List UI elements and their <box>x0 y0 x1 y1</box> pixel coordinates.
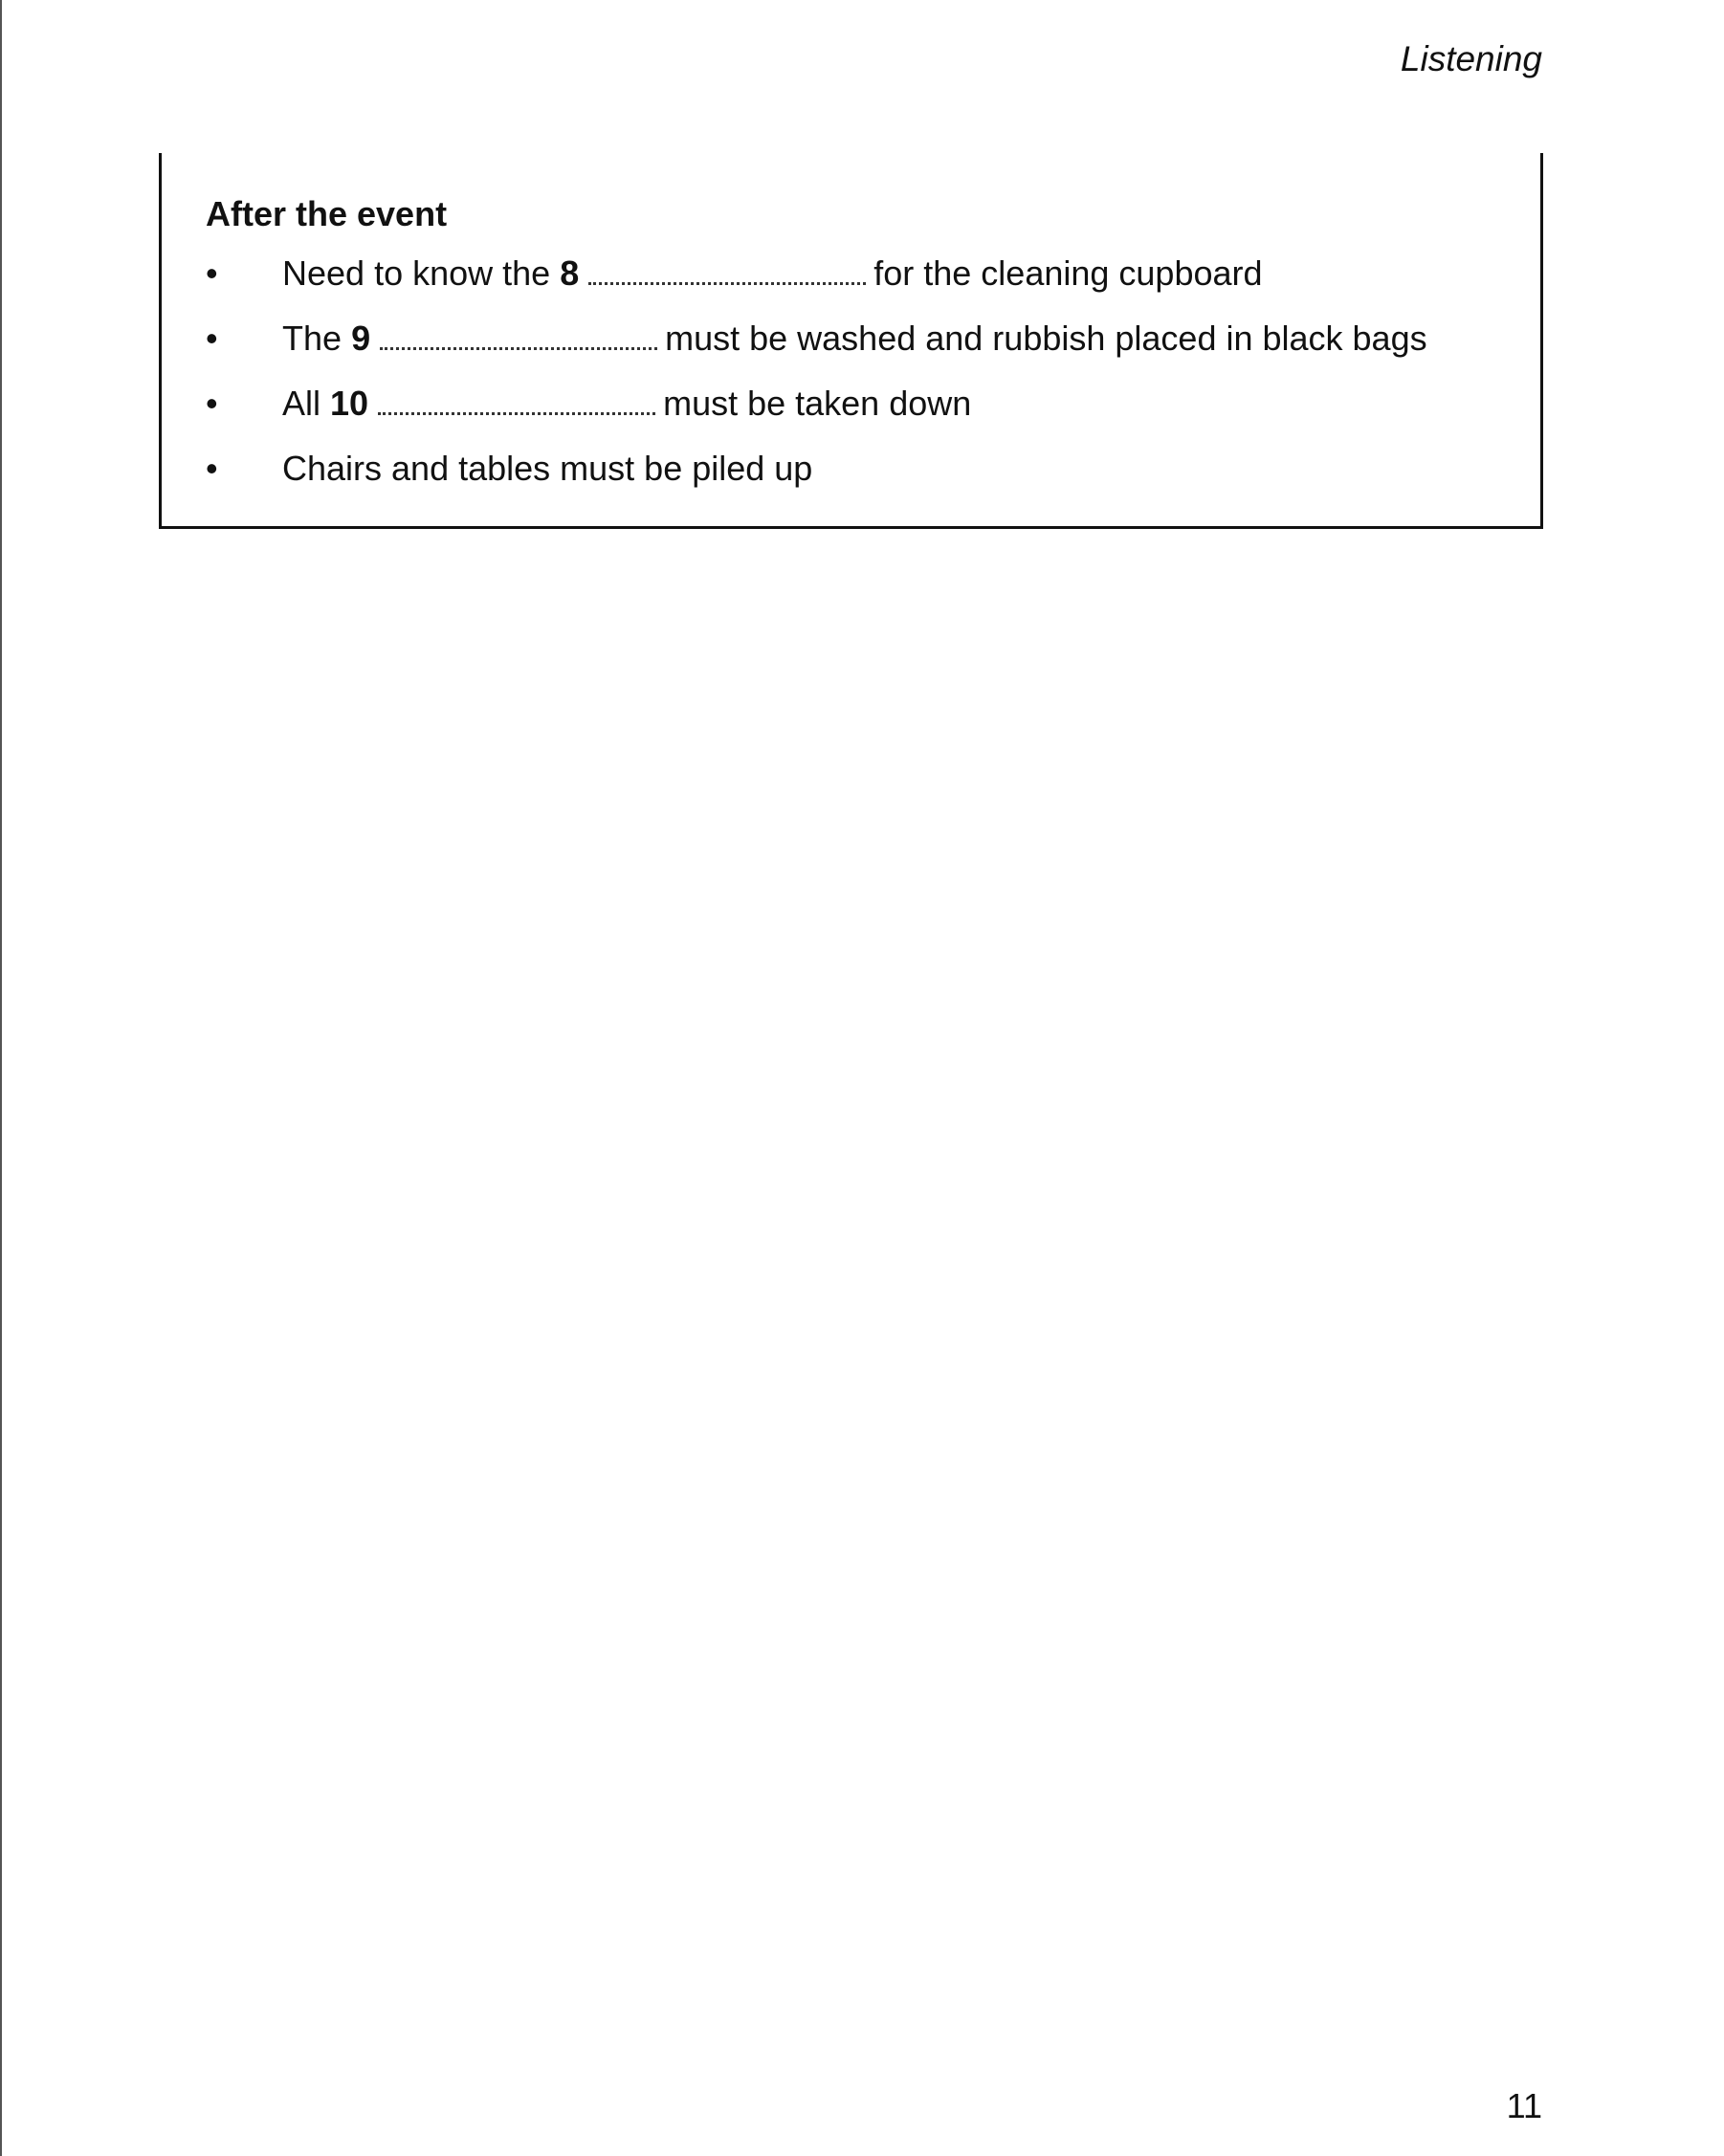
item-text <box>282 318 1427 360</box>
page-number: 11 <box>1506 2086 1542 2125</box>
answer-blank-10[interactable] <box>378 384 655 415</box>
item-text <box>282 253 1263 295</box>
answer-blank-8[interactable] <box>588 253 866 285</box>
answer-blank-9[interactable] <box>380 319 657 350</box>
item-text-before: Need to know the <box>282 253 551 293</box>
question-number: 8 <box>560 253 580 293</box>
item-text-before: The <box>282 319 343 358</box>
question-number: 10 <box>330 384 369 423</box>
item-text-after: must be taken down <box>663 384 972 423</box>
page-edge-line <box>0 0 2 2156</box>
item-text-after: must be washed and rubbish placed in black bags <box>665 319 1427 358</box>
item-text: Chairs and tables must be piled up <box>282 449 813 488</box>
item-text-after: for the cleaning cupboard <box>873 253 1263 293</box>
running-head: Listening <box>1400 39 1542 78</box>
bullet: • <box>206 319 218 358</box>
item-text <box>282 383 971 425</box>
notes-box <box>159 153 1543 529</box>
bullet: • <box>206 253 218 293</box>
bullet: • <box>206 384 218 423</box>
item-text-before: All <box>282 384 321 423</box>
notes-heading: After the event <box>206 194 448 233</box>
question-number: 9 <box>351 319 371 358</box>
bullet: • <box>206 449 218 488</box>
